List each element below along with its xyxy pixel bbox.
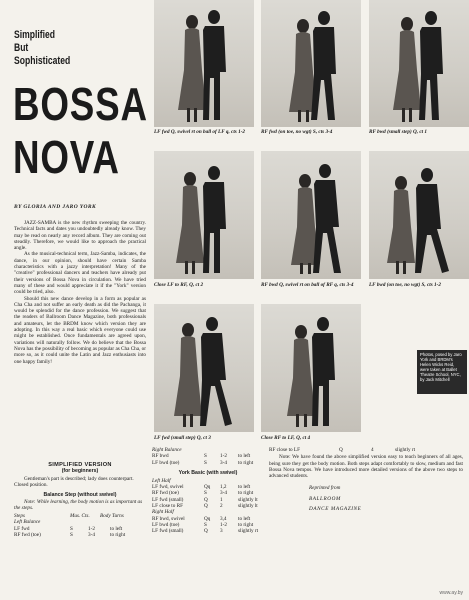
cell: 2 — [220, 503, 223, 510]
subtitle-line-3: Sophisticated — [14, 55, 71, 67]
cell: LF fwd (small) — [152, 496, 184, 503]
dancers-illustration — [154, 304, 254, 432]
cell: LF fwd — [14, 525, 30, 532]
cell: 1-2 — [88, 525, 95, 532]
caption-5: RF bwd Q, swivel rt on ball of RF q, cts 3-4 — [261, 282, 354, 288]
cell: 3 — [220, 528, 223, 535]
dancers-illustration — [154, 151, 254, 279]
cell: S — [70, 525, 73, 532]
cell: S — [204, 521, 207, 528]
cell: 4 — [371, 447, 374, 453]
cell: 1-2 — [220, 521, 227, 528]
table-row — [152, 528, 264, 534]
dance-photo-2 — [261, 0, 361, 127]
right-half-label: Right Half — [152, 509, 174, 516]
cell: Qq — [204, 484, 211, 491]
cell: 1,2 — [220, 484, 227, 491]
title-line-2: NOVA — [13, 131, 120, 183]
paragraph: As the musical-technical term, Jazz-Samba, indicates, the dance, in our opinion, should have certain Samba characteristics with a jazzy interpretation! Many of the "creative" professional dancers and teachers have already put their versions of Bossa Nova in circulation. We have tried many of these and would appreciate it if the "York" version could be tried, also. — [14, 251, 146, 296]
cell: LF close to RF — [152, 503, 183, 510]
cell: Q — [339, 447, 343, 453]
cell: Q — [204, 496, 208, 503]
title-line-1: BOSSA — [13, 78, 148, 130]
cell: to right — [110, 532, 126, 539]
caption-3: RF bwd (small step) Q, ct 1 — [369, 129, 427, 135]
col-header: Body Turns — [100, 513, 124, 520]
subtitle-line-2: But — [14, 42, 29, 54]
cell: Q — [204, 528, 208, 535]
watermark: www.ay.by — [439, 590, 463, 596]
caption-8: Close RF to LF, Q, ct 4 — [261, 435, 311, 441]
cell: 1 — [220, 496, 223, 503]
cell: LF bwd (toe) — [152, 521, 180, 528]
cell: Qq — [204, 515, 211, 522]
cell: RF close to LF — [269, 447, 300, 453]
cell: to left — [238, 515, 251, 522]
cell: RF fwd (toe) — [14, 532, 41, 539]
cell: 3-4 — [220, 459, 227, 466]
caption-2: RF fwd (on toe, no wgt) S, cts 3-4 — [261, 129, 333, 135]
cell: to left — [238, 453, 251, 460]
dance-photo-1 — [154, 0, 254, 127]
col-header: Mus. Cts. — [70, 513, 90, 520]
section-subheading: (for beginners) — [61, 468, 99, 474]
caption-4: Close LF to RF, Q, ct 2 — [154, 282, 204, 288]
dancers-illustration — [261, 304, 361, 432]
reprinted-label: Reprinted from — [309, 485, 341, 492]
cell: RF bwd — [152, 453, 169, 460]
left-balance-label: Left Balance — [14, 519, 41, 526]
dance-photo-8 — [261, 304, 361, 432]
dance-photo-7 — [154, 304, 254, 432]
dance-photo-4 — [154, 151, 254, 279]
article-body — [14, 220, 146, 365]
cell: LF fwd, swivel — [152, 484, 184, 491]
cell: LF bwd (toe) — [152, 459, 180, 466]
credit-panel — [417, 350, 467, 394]
cell: slightly lt — [238, 496, 258, 503]
dancers-illustration — [369, 0, 469, 127]
cell: RF bwd, swivel — [152, 515, 185, 522]
simplified-section — [14, 462, 146, 538]
left-half-table — [152, 484, 264, 509]
dancers-illustration — [261, 0, 361, 127]
cell: to left — [238, 484, 251, 491]
cell: slightly rt — [238, 528, 259, 535]
cell: to right — [238, 490, 254, 497]
final-step-table — [269, 447, 463, 453]
closing-note: Note: We have found the above simplified version easy to teach beginners of all ages, being sure they get the body motion. Both steps adapt comfortably to slow, medium and fast Bossa Nova tempos. We have introduced more detailed versions of the above two steps to advanced students. — [269, 454, 463, 480]
cell: to right — [238, 459, 254, 466]
cell: S — [204, 459, 207, 466]
photo-credit: Photos, posed by Jaro York and BRDM's Helen Wicks Reid, were taken at Ballet Theatre School, NYC, by Jack Mitchell — [420, 352, 462, 382]
table-row — [152, 460, 264, 466]
right-half-table — [152, 516, 264, 535]
closing-section — [269, 447, 463, 512]
cell: S — [70, 532, 73, 539]
cell: slightly rt — [395, 447, 416, 453]
section-heading: SIMPLIFIED VERSION — [48, 462, 112, 468]
col-header: Steps — [14, 513, 25, 520]
right-balance-table — [152, 453, 264, 466]
caption-1: LF fwd Q, swivel rt on ball of LF q, cts 1-2 — [154, 129, 246, 135]
cell: 1-2 — [220, 453, 227, 460]
cell: to left — [110, 525, 123, 532]
table-row — [269, 447, 463, 453]
balance-heading: Balance Step (without swivel) — [43, 491, 117, 498]
subtitle-line-1: Simplified — [14, 29, 55, 41]
cell: LF fwd (small) — [152, 528, 184, 535]
cell: S — [204, 453, 207, 460]
note-text: Note: While learning, the body motion is as important as the steps. — [14, 498, 143, 511]
cell: RF fwd (toe) — [152, 490, 179, 497]
caption-6: LF bwd (on toe, no wgt) S, cts 1-2 — [369, 282, 441, 288]
cell: S — [204, 490, 207, 497]
cell: 3-4 — [88, 532, 95, 539]
dancers-illustration — [154, 0, 254, 127]
source-line-1: BALLROOM — [309, 495, 341, 502]
paragraph: JAZZ-SAMBA is the new rhythm sweeping the country. Technical facts and dates you undoubtedly already know. They may be read on nearly any record album. They are coming out steadily. Therefore, we would like to approach the practical angle. — [14, 220, 146, 252]
photo-credit-box — [369, 304, 469, 432]
dance-photo-5 — [261, 151, 361, 279]
dancers-illustration — [369, 151, 469, 279]
left-half-label: Left Half — [152, 477, 171, 484]
right-balance-label: Right Balance — [152, 447, 182, 453]
caption-7: LF fwd (small step) Q, ct 3 — [154, 435, 211, 441]
cell: slightly lt — [238, 503, 258, 510]
cell: 3-4 — [220, 490, 227, 497]
york-heading: York Basic (with swivel) — [178, 469, 238, 476]
dance-photo-3 — [369, 0, 469, 127]
york-section — [152, 447, 264, 535]
byline: BY GLORIA AND JARO YORK — [14, 204, 97, 210]
cell: 3,4 — [220, 515, 227, 522]
dance-photo-6 — [369, 151, 469, 279]
left-balance-table — [14, 526, 146, 539]
source-line-2: DANCE MAGAZINE — [309, 506, 362, 513]
table-row — [14, 532, 146, 538]
dancers-illustration — [261, 151, 361, 279]
intro-text: Gentleman's part is described; lady does counterpart. Closed position. — [14, 476, 134, 489]
cell: to right — [238, 521, 254, 528]
paragraph: Should this new dance develop in a form as popular as Cha Cha and not suffer an early death as did the Pachanga, it would be splendid for the dance profession. We suggest that the readers of Ballroom Dance Magazine, both professionals and amateurs, let the BRDM know which version they are adopting. In this way a real basic which everyone could use might be established. Once fundamentals are agreed upon, variations will naturally follow. We do believe that the Bossa Nova has the possibility of becoming as popular as Cha Cha, or more so, as it could unite the Latin and Jazz enthusiasts into one happy family! — [14, 295, 146, 365]
cell: Q — [204, 503, 208, 510]
